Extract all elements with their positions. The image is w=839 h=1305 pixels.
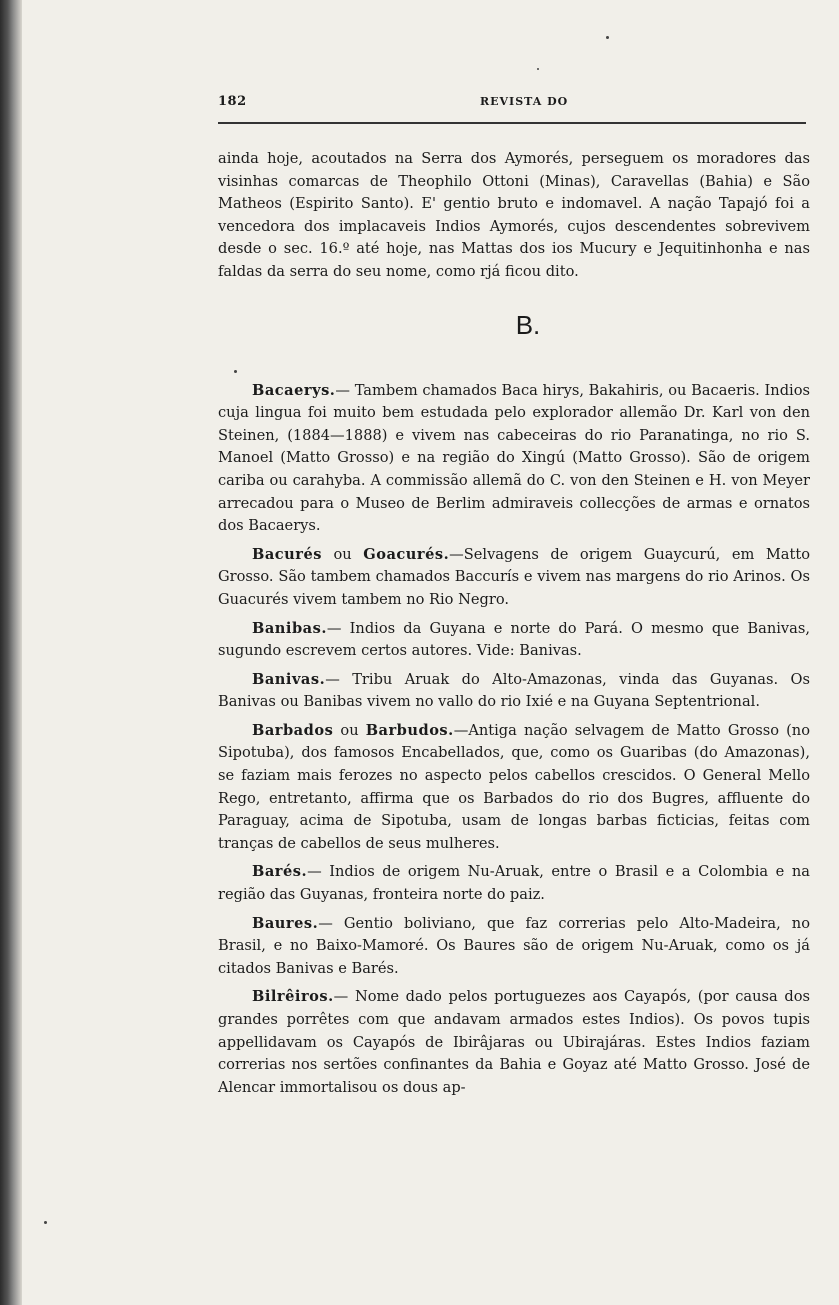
running-title: REVISTA DO	[480, 95, 569, 108]
glossary-entry	[218, 544, 810, 612]
continuation-paragraph: ainda hoje, acoutados na Serra dos Aymorés, perseguem os moradores das visinhas comarcas de Theophilo Ottoni (Minas), Caravellas (Bahia) e São Matheos (Espirito Santo). E' gentio bruto e indomavel. A nação Tapajó foi a vencedora dos implacaveis Indios Aymorés, cujos descendentes sobrevivem desde o sec. 16.º até hoje, nas Mattas dos ios Mucury e Jequitinhonha e nas faldas da serra do seu nome, como rjá ficou dito.	[218, 150, 810, 280]
glossary-entry	[218, 913, 810, 981]
entry-headword-joiner: ou	[321, 545, 364, 563]
entry-text: —Selvagens de origem Guaycurú, em Matto Grosso. São tambem chamados Baccurís e vivem nas margens do rio Arinos. Os Guacurés vivem tambem no Rio Negro.	[218, 545, 810, 608]
ink-speck	[606, 36, 609, 39]
entry-headword: Bilrêiros.	[252, 988, 334, 1006]
page-number: 182	[218, 94, 247, 109]
entry-text: — Nome dado pelos portuguezes aos Cayapós, (por causa dos grandes porrêtes com que andavam armados estes Indios). Os povos tupis appellidavam os Cayapós de Ibirâjaras ou Ubirajáras. Estes Indios faziam correrias nos sertões confinantes da Bahia e Goyaz até Matto Grosso. José de Alencar immortalisou os dous ap-	[218, 988, 810, 1096]
glossary-entries	[218, 380, 810, 1100]
entry-headword: Bacurés	[252, 545, 322, 563]
entry-headword: Barbados	[252, 721, 334, 739]
glossary-entry	[218, 986, 810, 1099]
glossary-entry	[218, 720, 810, 856]
glossary-entry	[218, 669, 810, 714]
entry-text: — Gentio boliviano, que faz correrias pelo Alto-Madeira, no Brasil, e no Baixo-Mamoré. Os Baures são de origem Nu-Aruak, como os já citados Banivas e Barés.	[218, 914, 810, 977]
entry-headword-variant: Goacurés.	[363, 545, 450, 563]
entry-text: — Indios de origem Nu-Aruak, entre o Brasil e a Colombia e na região das Guyanas, fronteira norte do paiz.	[218, 863, 810, 904]
entry-text: — Indios da Guyana e norte do Pará. O mesmo que Banivas, sugundo escrevem certos autores. Vide: Banivas.	[218, 619, 810, 660]
entry-headword-variant: Barbudos.	[365, 721, 454, 739]
glossary-entry	[218, 861, 810, 906]
entry-headword: Banivas.	[252, 670, 326, 688]
running-header	[218, 90, 810, 114]
entry-headword: Barés.	[252, 863, 308, 881]
entry-headword: Banibas.	[252, 619, 327, 637]
header-rule	[218, 122, 806, 124]
entry-headword: Bacaerys.	[252, 381, 336, 399]
page-binding-shadow	[0, 0, 22, 1305]
book-page	[218, 90, 810, 1105]
glossary-entry	[218, 618, 810, 663]
entry-text: —Antiga nação selvagem de Matto Grosso (no Sipotuba), dos famosos Encabellados, que, como os Guaribas (do Amazonas), se faziam mais ferozes no aspecto pelos cabellos crescidos. O General Mello Rego, entretanto, affirma que os Barbados do rio dos Bugres, affluente do Paraguay, acima de Sipotuba, usam de longas barbas ficticias, feitas com tranças de cabellos de seus mulheres.	[218, 721, 810, 852]
ink-speck	[537, 68, 539, 70]
glossary-entry	[218, 380, 810, 538]
entry-text: — Tribu Aruak do Alto-Amazonas, vinda das Guyanas. Os Banivas ou Banibas vivem no vallo do rio Ixié e na Guyana Septentrional.	[218, 670, 810, 711]
section-letter: B.	[515, 309, 541, 340]
ink-speck	[44, 1221, 47, 1224]
entry-headword-joiner: ou	[333, 721, 366, 739]
entry-headword: Baures.	[252, 914, 319, 932]
entry-text: — Tambem chamados Baca hirys, Bakahiris, ou Bacaeris. Indios cuja lingua foi muito bem estudada pelo explorador allemão Dr. Karl von den Steinen, (1884—1888) e vivem nas cabeceiras do rio Paranatinga, no rio S. Manoel (Matto Grosso) e na região do Xingú (Matto Grosso). São de origem cariba ou carahyba. A commissão allemã do C. von den Steinen e H. von Meyer arrecadou para o Museo de Berlim admiraveis collecções de armas e ornatos dos Bacaerys.	[218, 381, 810, 535]
